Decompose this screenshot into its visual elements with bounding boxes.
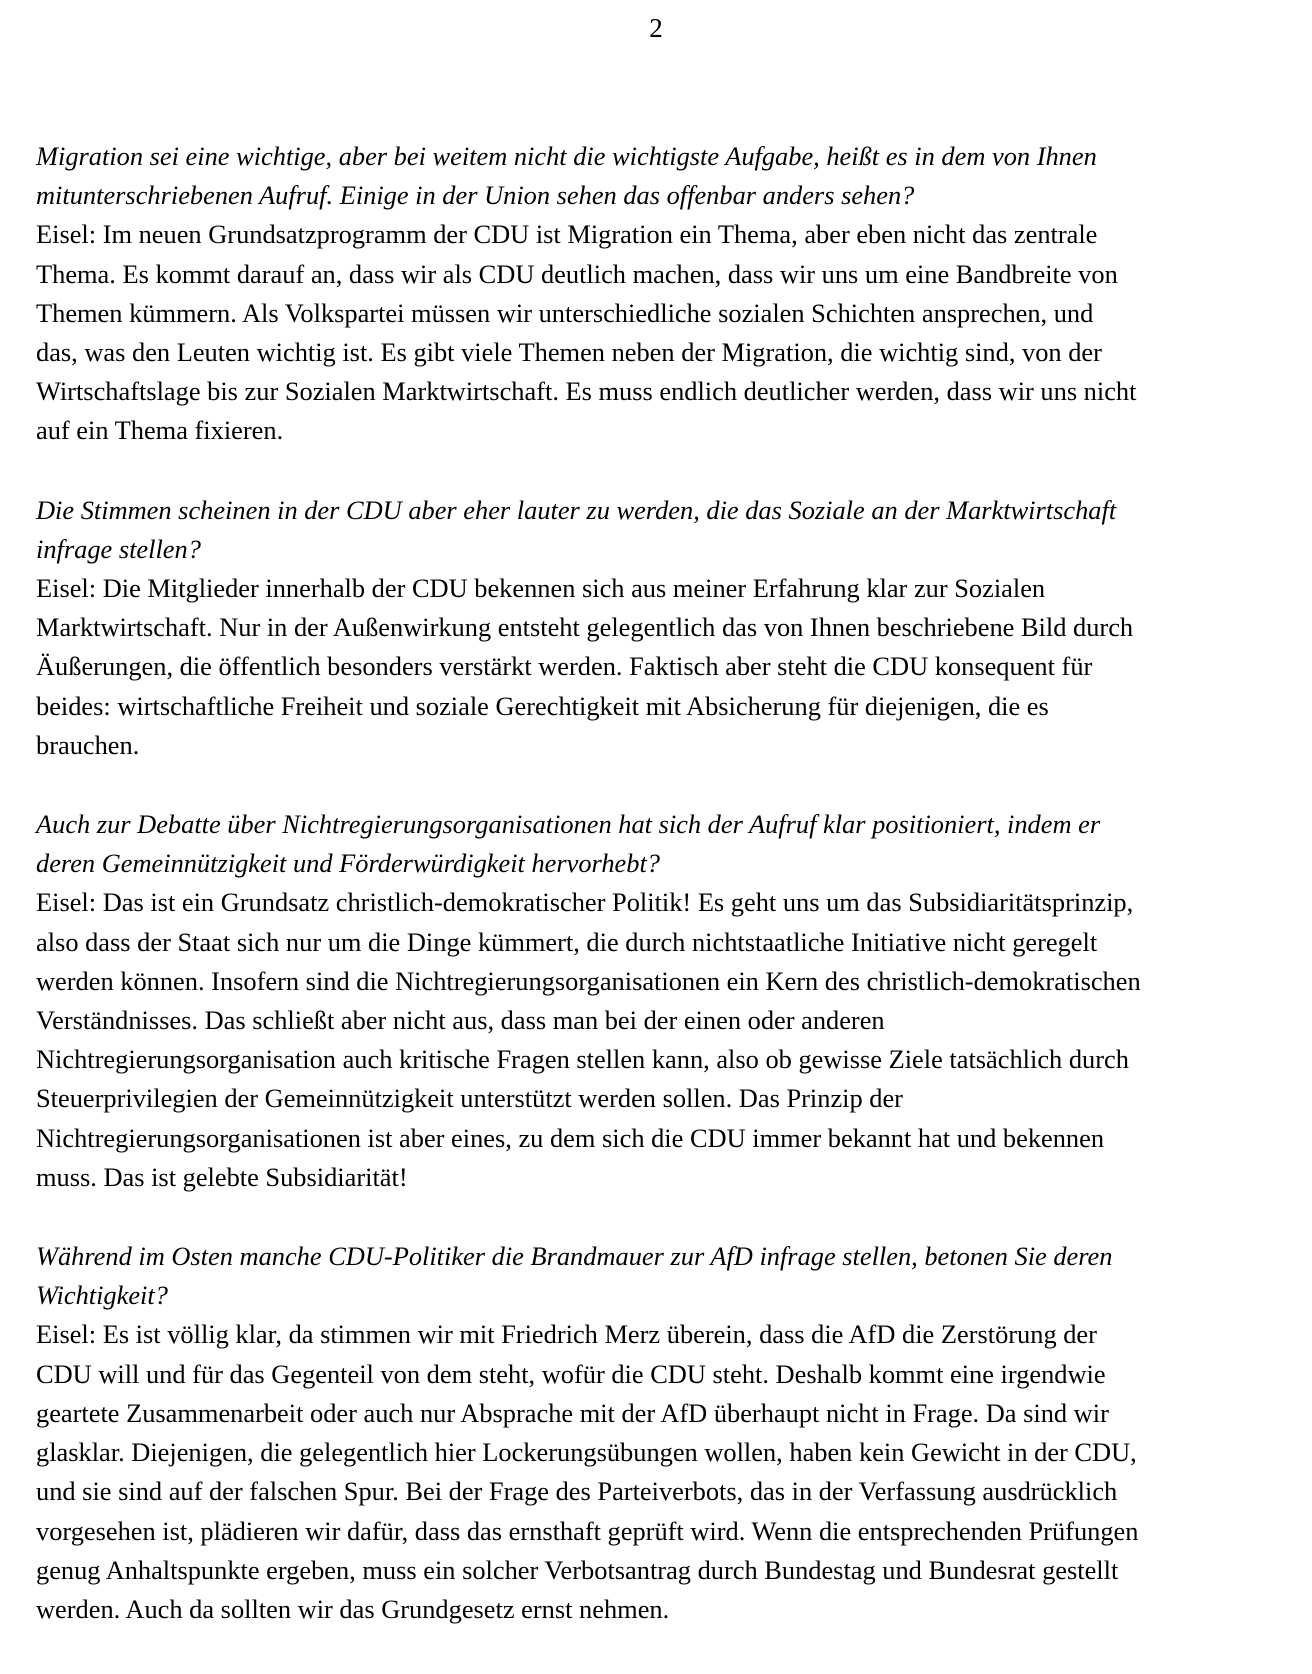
answer-line: genug Anhaltspunkte ergeben, muss ein solcher Verbotsantrag durch Bundestag und Bundesrat gestellt	[36, 1554, 1119, 1585]
answer-line: glasklar. Diejenigen, die gelegentlich hier Lockerungsübungen wollen, haben kein Gewicht in der CDU,	[36, 1437, 1137, 1468]
question-line: mitunterschriebenen Aufruf. Einige in der Union sehen das offenbar anders sehen?	[36, 180, 915, 211]
answer-line: Eisel: Das ist ein Grundsatz christlich-demokratischer Politik! Es geht uns um das Subsidiaritätsprinzip,	[36, 887, 1134, 918]
answer-line: vorgesehen ist, plädieren wir dafür, dass das ernsthaft geprüft wird. Wenn die entsprechenden Prüfungen	[36, 1515, 1139, 1546]
question-line: deren Gemeinnützigkeit und Förderwürdigkeit hervorhebt?	[36, 848, 660, 879]
answer-line: Nichtregierungsorganisationen ist aber eines, zu dem sich die CDU immer bekannt hat und bekennen	[36, 1122, 1105, 1153]
answer-line: Eisel: Die Mitglieder innerhalb der CDU bekennen sich aus meiner Erfahrung klar zur Sozialen	[36, 573, 1046, 604]
interview-block	[36, 1237, 1296, 1629]
answer-line: Äußerungen, die öffentlich besonders verstärkt werden. Faktisch aber steht die CDU konsequent für	[36, 651, 1093, 682]
interview-question	[36, 1237, 1296, 1315]
answer-line: Eisel: Es ist völlig klar, da stimmen wir mit Friedrich Merz überein, dass die AfD die Zerstörung der	[36, 1319, 1097, 1350]
answer-line: beides: wirtschaftliche Freiheit und soziale Gerechtigkeit mit Absicherung für diejenigen, die es	[36, 690, 1049, 721]
answer-line: das, was den Leuten wichtig ist. Es gibt viele Themen neben der Migration, die wichtig sind, von der	[36, 337, 1102, 368]
question-line: Die Stimmen scheinen in der CDU aber eher lauter zu werden, die das Soziale an der Marktwirtschaft	[36, 494, 1117, 525]
interview-answer	[36, 1315, 1296, 1629]
answer-line: CDU will und für das Gegenteil von dem steht, wofür die CDU steht. Deshalb kommt eine irgendwie	[36, 1358, 1106, 1389]
interview-block	[36, 137, 1296, 451]
question-line: infrage stellen?	[36, 533, 201, 564]
interview-question	[36, 491, 1296, 569]
answer-line: geartete Zusammenarbeit oder auch nur Absprache mit der AfD überhaupt nicht in Frage. Da sind wir	[36, 1397, 1109, 1428]
interview-question	[36, 137, 1296, 215]
interview-block	[36, 491, 1296, 765]
interview-question	[36, 805, 1296, 883]
answer-line: Eisel: Im neuen Grundsatzprogramm der CDU ist Migration ein Thema, aber eben nicht das zentrale	[36, 219, 1098, 250]
interview-answer	[36, 215, 1296, 450]
answer-line: werden. Auch da sollten wir das Grundgesetz ernst nehmen.	[36, 1593, 670, 1624]
interview-answer	[36, 883, 1296, 1197]
question-line: Während im Osten manche CDU-Politiker die Brandmauer zur AfD infrage stellen, betonen Sie deren	[36, 1241, 1113, 1272]
answer-line: brauchen.	[36, 729, 140, 760]
answer-line: Marktwirtschaft. Nur in der Außenwirkung entsteht gelegentlich das von Ihnen beschriebene Bild durch	[36, 612, 1134, 643]
interview-block	[36, 805, 1296, 1197]
answer-line: Nichtregierungsorganisation auch kritische Fragen stellen kann, also ob gewisse Ziele tatsächlich durch	[36, 1044, 1129, 1075]
answer-line: auf ein Thema fixieren.	[36, 415, 284, 446]
answer-line: muss. Das ist gelebte Subsidiarität!	[36, 1161, 408, 1192]
interview-answer	[36, 569, 1296, 765]
page-number: 2	[649, 13, 663, 43]
answer-line: werden können. Insofern sind die Nichtregierungsorganisationen ein Kern des christlich-demokratischen	[36, 965, 1141, 996]
answer-line: Verständnisses. Das schließt aber nicht aus, dass man bei der einen oder anderen	[36, 1005, 885, 1036]
answer-line: also dass der Staat sich nur um die Dinge kümmert, die durch nichtstaatliche Initiative nicht geregelt	[36, 926, 1098, 957]
answer-line: Wirtschaftslage bis zur Sozialen Marktwirtschaft. Es muss endlich deutlicher werden, dass wir uns nicht	[36, 376, 1137, 407]
question-line: Wichtigkeit?	[36, 1280, 168, 1311]
answer-line: Thema. Es kommt darauf an, dass wir als CDU deutlich machen, dass wir uns um eine Bandbreite von	[36, 258, 1118, 289]
question-line: Migration sei eine wichtige, aber bei weitem nicht die wichtigste Aufgabe, heißt es in dem von Ihnen	[36, 141, 1097, 171]
answer-line: Steuerprivilegien der Gemeinnützigkeit unterstützt werden sollen. Das Prinzip der	[36, 1083, 903, 1114]
answer-line: Themen kümmern. Als Volkspartei müssen wir unterschiedliche sozialen Schichten ansprechen, und	[36, 297, 1094, 328]
document-body	[36, 137, 1296, 1669]
answer-line: und sie sind auf der falschen Spur. Bei der Frage des Parteiverbots, das in der Verfassung ausdrücklich	[36, 1476, 1118, 1507]
question-line: Auch zur Debatte über Nichtregierungsorganisationen hat sich der Aufruf klar positioniert, indem er	[36, 809, 1101, 840]
